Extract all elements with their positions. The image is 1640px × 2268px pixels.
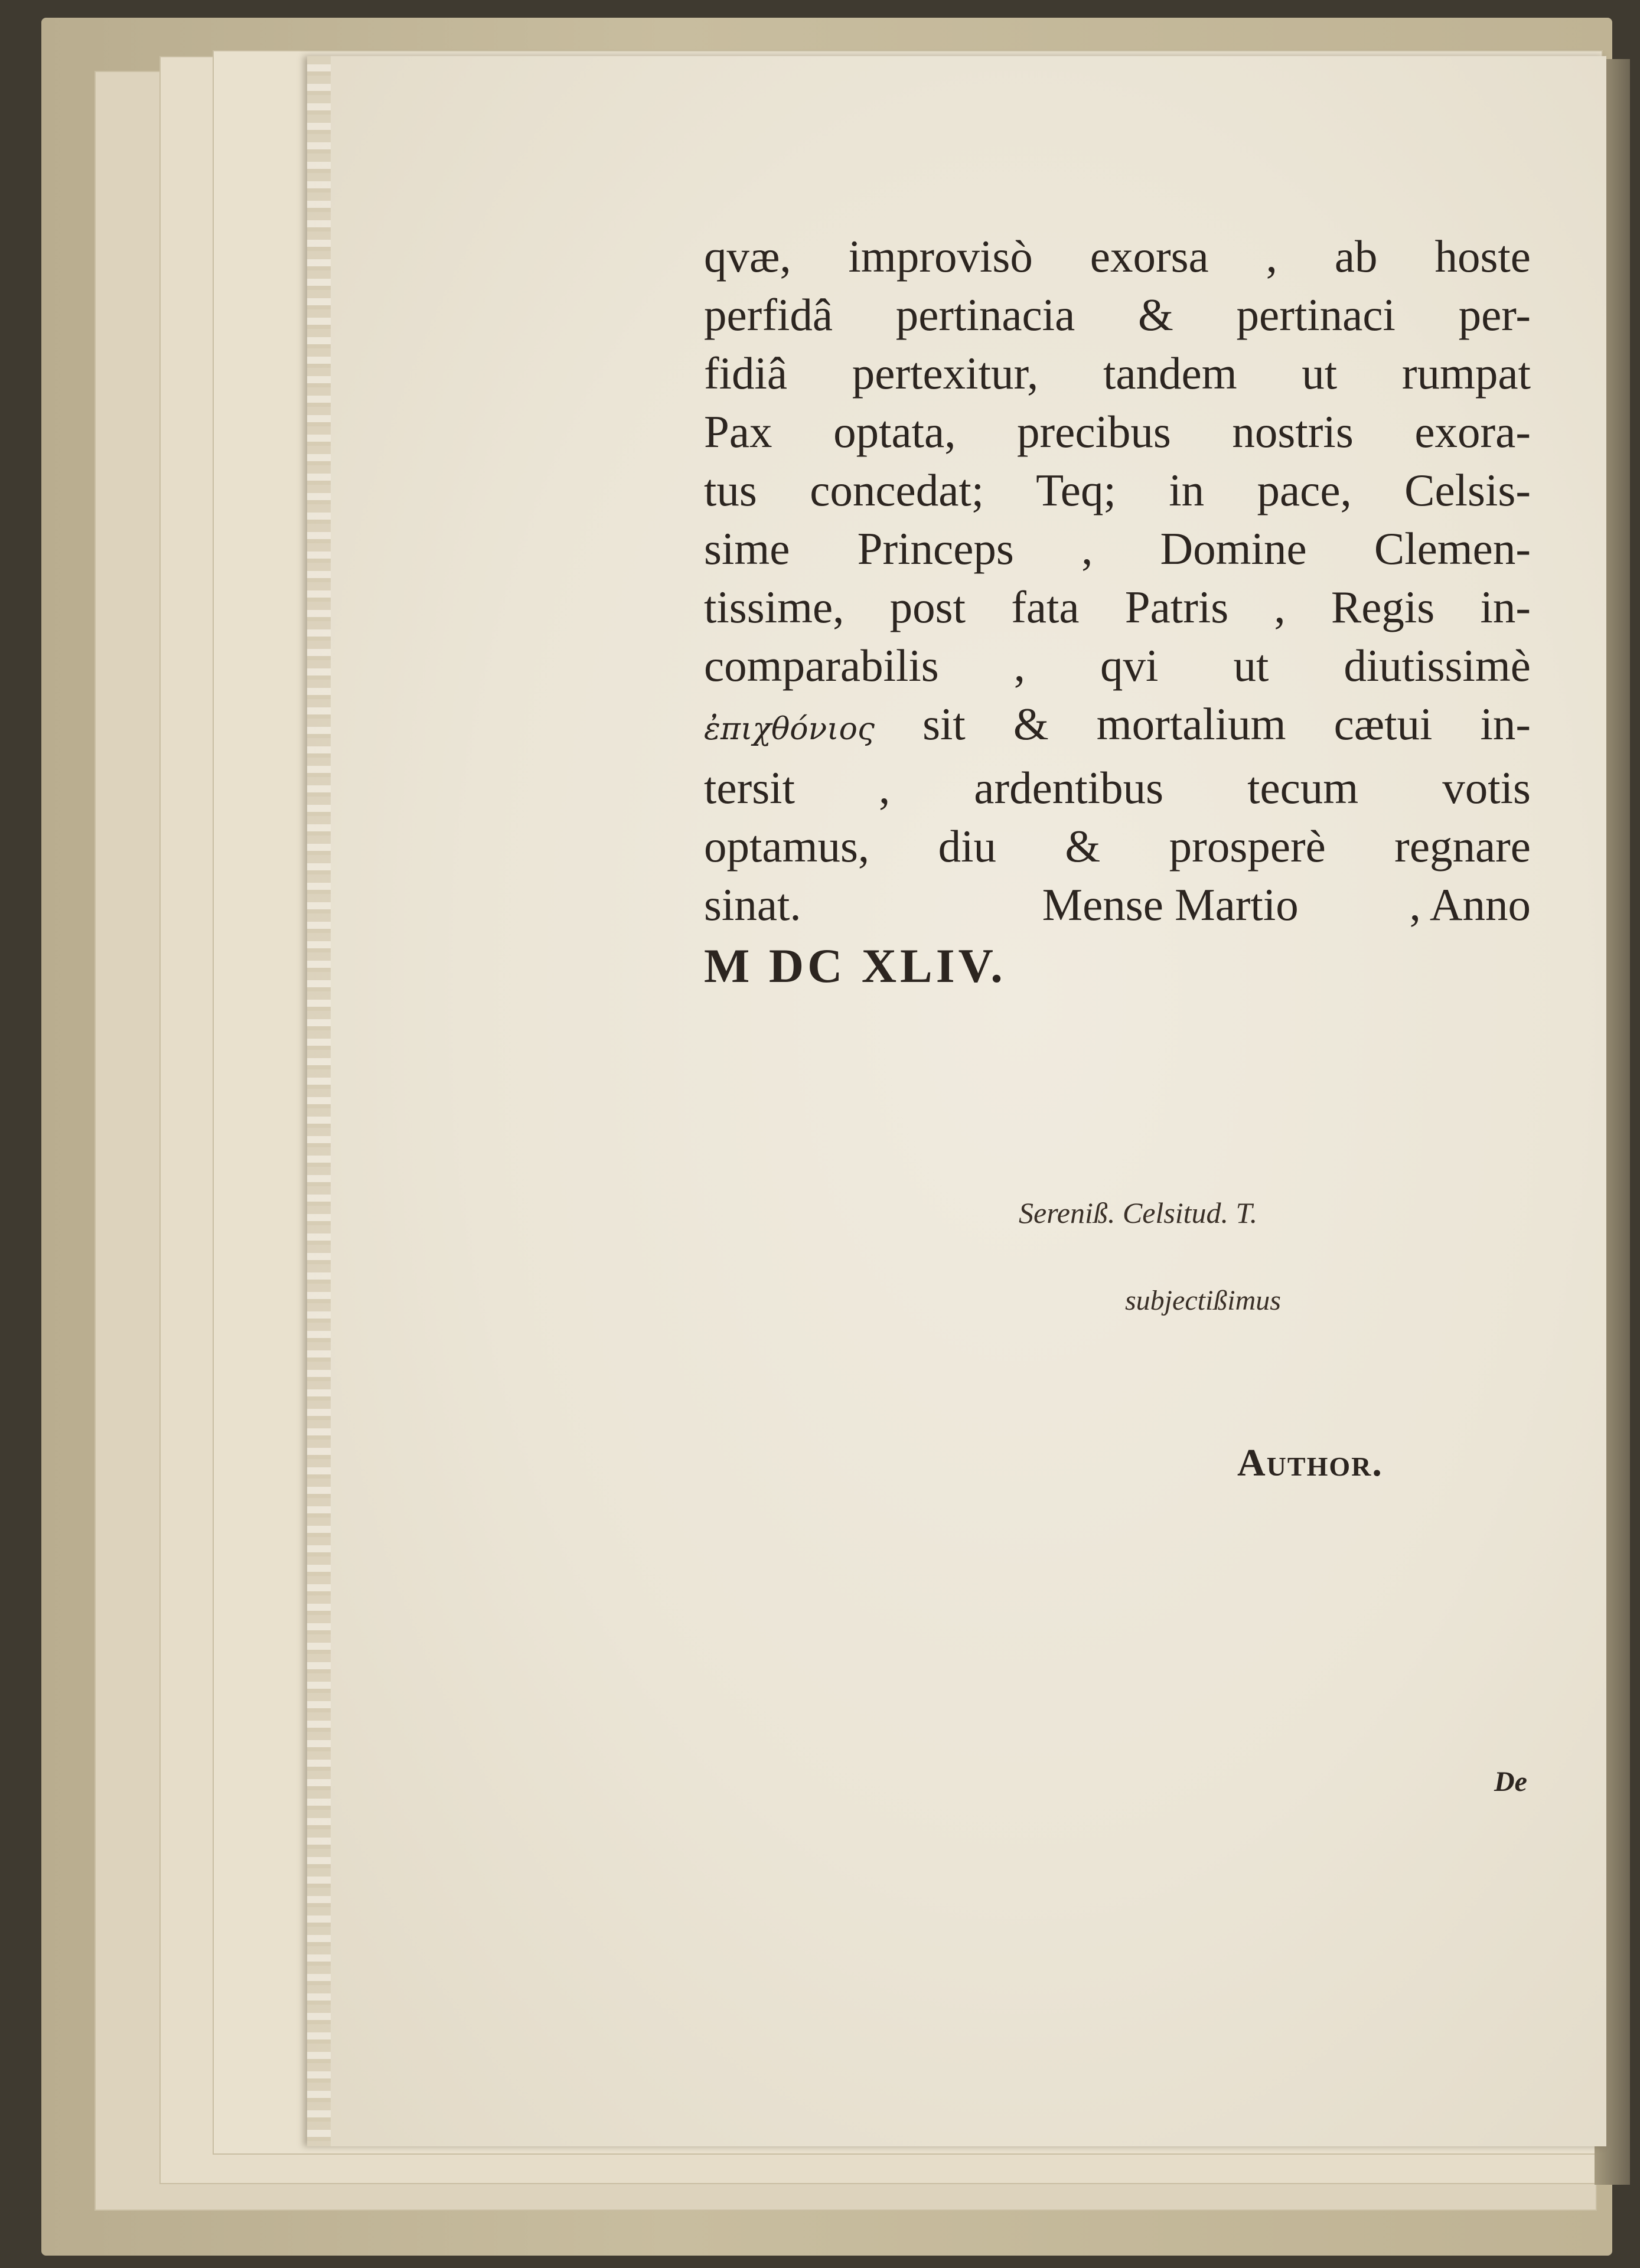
text-line-rest: sit & mortalium cætui in- xyxy=(922,699,1531,749)
date-left: sinat. xyxy=(704,879,801,930)
text-line: tersit , ardentibus tecum votis xyxy=(704,762,1531,813)
catchword: De xyxy=(1494,1766,1527,1797)
text-line: sime Princeps , Domine Clemen- xyxy=(704,523,1531,574)
text-line: tus concedat; Teq; in pace, Celsis- xyxy=(704,465,1531,515)
date-month: Mense Martio xyxy=(1042,879,1299,930)
text-line: perfidâ pertinacia & pertinaci per- xyxy=(704,289,1531,340)
text-line: tissime, post fata Patris , Regis in- xyxy=(704,582,1531,632)
date-line xyxy=(704,876,1531,934)
text-line: Pax optata, precibus nostris exora- xyxy=(704,406,1531,457)
text-line: fidiâ pertexitur, tandem ut rumpat xyxy=(704,348,1531,399)
text-line-with-greek xyxy=(704,695,1531,759)
text-line: optamus, diu & prosperè regnare xyxy=(704,821,1531,872)
signature-line-1: Sereniß. Celsitud. T. xyxy=(1019,1196,1258,1229)
author-signature: Author. xyxy=(1237,1441,1383,1484)
greek-word: ἐπιχθόνιος xyxy=(704,712,875,747)
deckled-page-edge xyxy=(307,56,331,2146)
main-text-block xyxy=(704,227,1531,995)
signature-line-2: subjectißimus xyxy=(1125,1285,1281,1316)
text-line: qvæ, improvisò exorsa , ab hoste xyxy=(704,231,1531,282)
text-line: comparabilis , qvi ut diutissimè xyxy=(704,640,1531,691)
year-roman-numeral: M DC XLIV. xyxy=(704,939,1006,993)
date-anno: , Anno xyxy=(1409,879,1531,930)
